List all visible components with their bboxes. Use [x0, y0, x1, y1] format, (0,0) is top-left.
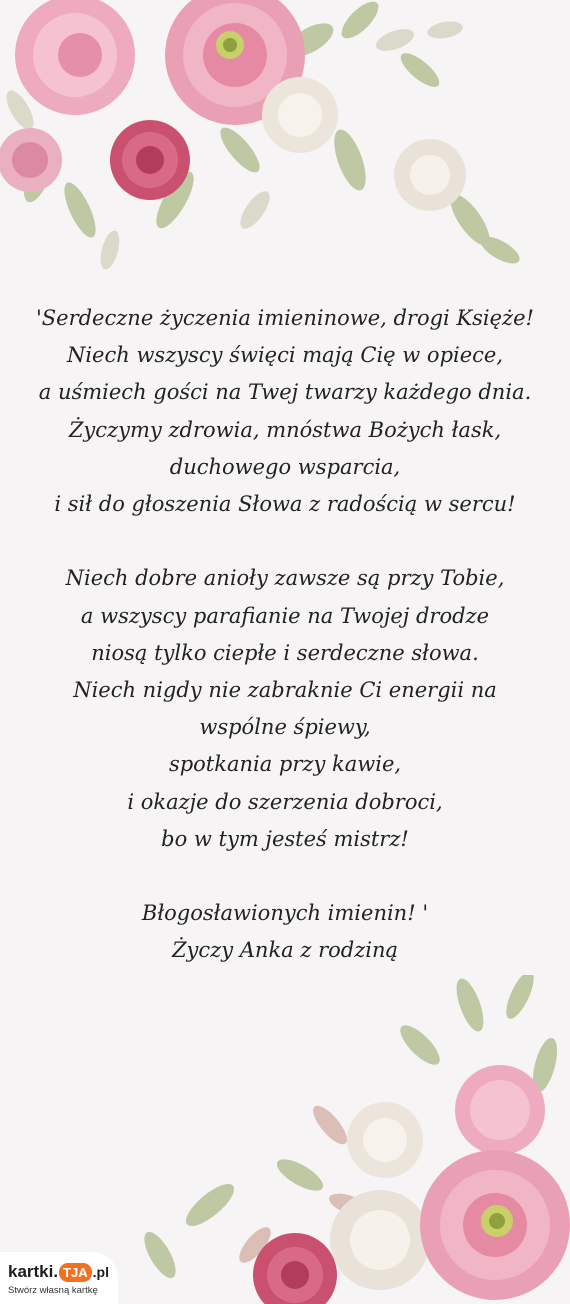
message-blank-line	[10, 523, 560, 560]
logo-word: kartki.	[8, 1262, 59, 1281]
message-line: niosą tylko ciepłe i serdeczne słowa.	[91, 640, 479, 665]
kartki-tja-logo[interactable]	[0, 1252, 118, 1304]
message-line: Niech nigdy nie zabraknie Ci energii na	[73, 678, 497, 703]
message-line: Życzymy zdrowia, mnóstwa Bożych łask,	[68, 417, 502, 442]
message-line: Niech wszyscy święci mają Cię w opiece,	[66, 343, 504, 368]
message-line: a uśmiech gości na Twej twarzy każdego dnia.	[38, 380, 532, 405]
message-line: duchowego wsparcia,	[169, 454, 401, 479]
message-blank-line	[10, 858, 560, 895]
message-line: i sił do głoszenia Słowa z radością w sercu!	[54, 492, 516, 517]
message-line: a wszyscy parafianie na Twojej drodze	[80, 603, 490, 628]
message-line: i okazje do szerzenia dobroci,	[127, 789, 443, 814]
logo-wordmark	[8, 1262, 109, 1282]
message-line: 'Serdeczne życzenia imieninowe, drogi Księże!	[35, 306, 534, 330]
message-line: bo w tym jesteś mistrz!	[161, 826, 409, 851]
message-line: Błogosławionych imienin! '	[141, 901, 429, 926]
logo-tagline: Stwórz własną kartkę	[8, 1285, 98, 1296]
message-line: Niech dobre anioły zawsze są przy Tobie,	[65, 566, 505, 591]
floral-top-decoration	[0, 0, 570, 300]
logo-badge: TJA	[59, 1263, 92, 1282]
logo-tld: .pl	[92, 1264, 109, 1280]
message-line: wspólne śpiewy,	[199, 715, 371, 740]
greeting-message	[10, 300, 560, 970]
message-line: spotkania przy kawie,	[168, 752, 402, 777]
message-signature: Życzy Anka z rodziną	[171, 938, 399, 963]
